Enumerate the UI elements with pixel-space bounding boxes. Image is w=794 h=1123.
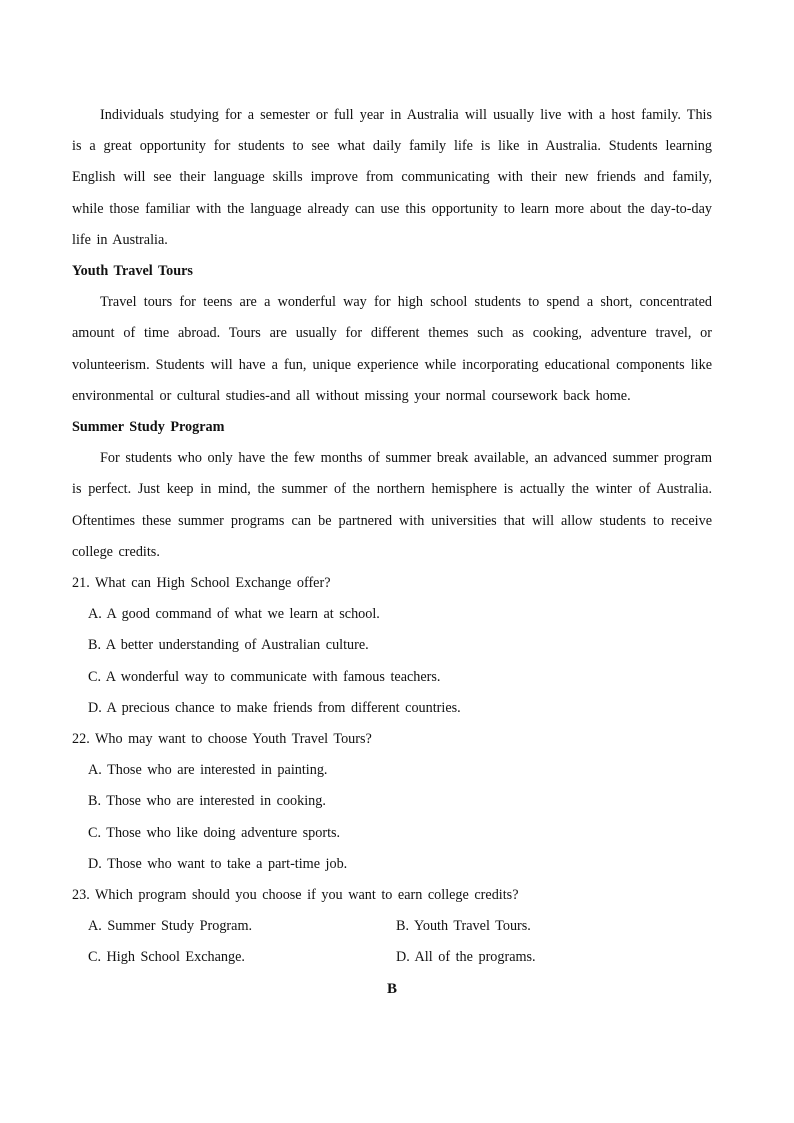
question-21-option-d: D. A precious chance to make friends from different countries. (88, 699, 461, 716)
question-22-option-a: A. Those who are interested in painting. (88, 762, 328, 779)
question-23-option-b: B. Youth Travel Tours. (396, 918, 531, 935)
question-22-option-b: B. Those who are interested in cooking. (88, 793, 326, 810)
question-21-option-c: C. A wonderful way to communicate with famous teachers. (88, 668, 441, 685)
section-heading-youth-travel-tours: Youth Travel Tours (72, 263, 193, 280)
question-23-option-c: C. High School Exchange. (88, 949, 245, 966)
question-21-option-b: B. A better understanding of Australian culture. (88, 637, 369, 654)
next-section-letter: B (386, 980, 397, 997)
intro-paragraph: Individuals studying for a semester or full year in Australia will usually live with a host family. This is a great opportunity for students to see what daily family life is like in Australia. Students learning English will see their language skills improve from communicating with their new friends and family, while those familiar with the language already can use this opportunity to learn more about the day-to-day life in Australia. (72, 107, 712, 248)
question-21-options (72, 599, 712, 724)
question-22-options (72, 755, 712, 880)
question-22-option-d: D. Those who want to take a part-time job. (88, 855, 348, 872)
question-23-options-row-1 (72, 911, 712, 942)
question-23-stem: 23. Which program should you choose if you want to earn college credits? (72, 887, 519, 904)
section-body-youth-travel-tours: Travel tours for teens are a wonderful way for high school students to spend a short, concentrated amount of time abroad. Tours are usually for different themes such as cooking, adventure travel, or volunteerism. Students will have a fun, unique experience while incorporating educational components like environmental or cultural studies-and all without missing your normal coursework back home. (72, 294, 712, 404)
section-heading-summer-study-program: Summer Study Program (72, 419, 225, 436)
question-23-option-a: A. Summer Study Program. (88, 918, 253, 935)
question-22-stem: 22. Who may want to choose Youth Travel Tours? (72, 731, 372, 748)
question-21-stem: 21. What can High School Exchange offer? (72, 575, 331, 592)
question-21-option-a: A. A good command of what we learn at school. (88, 606, 380, 623)
question-23-options (72, 911, 712, 973)
question-23-options-row-2 (72, 942, 712, 973)
question-22-option-c: C. Those who like doing adventure sports. (88, 824, 341, 841)
section-body-summer-study-program: For students who only have the few months of summer break available, an advanced summer program is perfect. Just keep in mind, the summer of the northern hemisphere is actually the winter of Australia. Oftentimes these summer programs can be partnered with universities that will allow students to receive college credits. (72, 450, 712, 560)
document-content (72, 100, 712, 1005)
question-23-option-d: D. All of the programs. (396, 949, 536, 966)
